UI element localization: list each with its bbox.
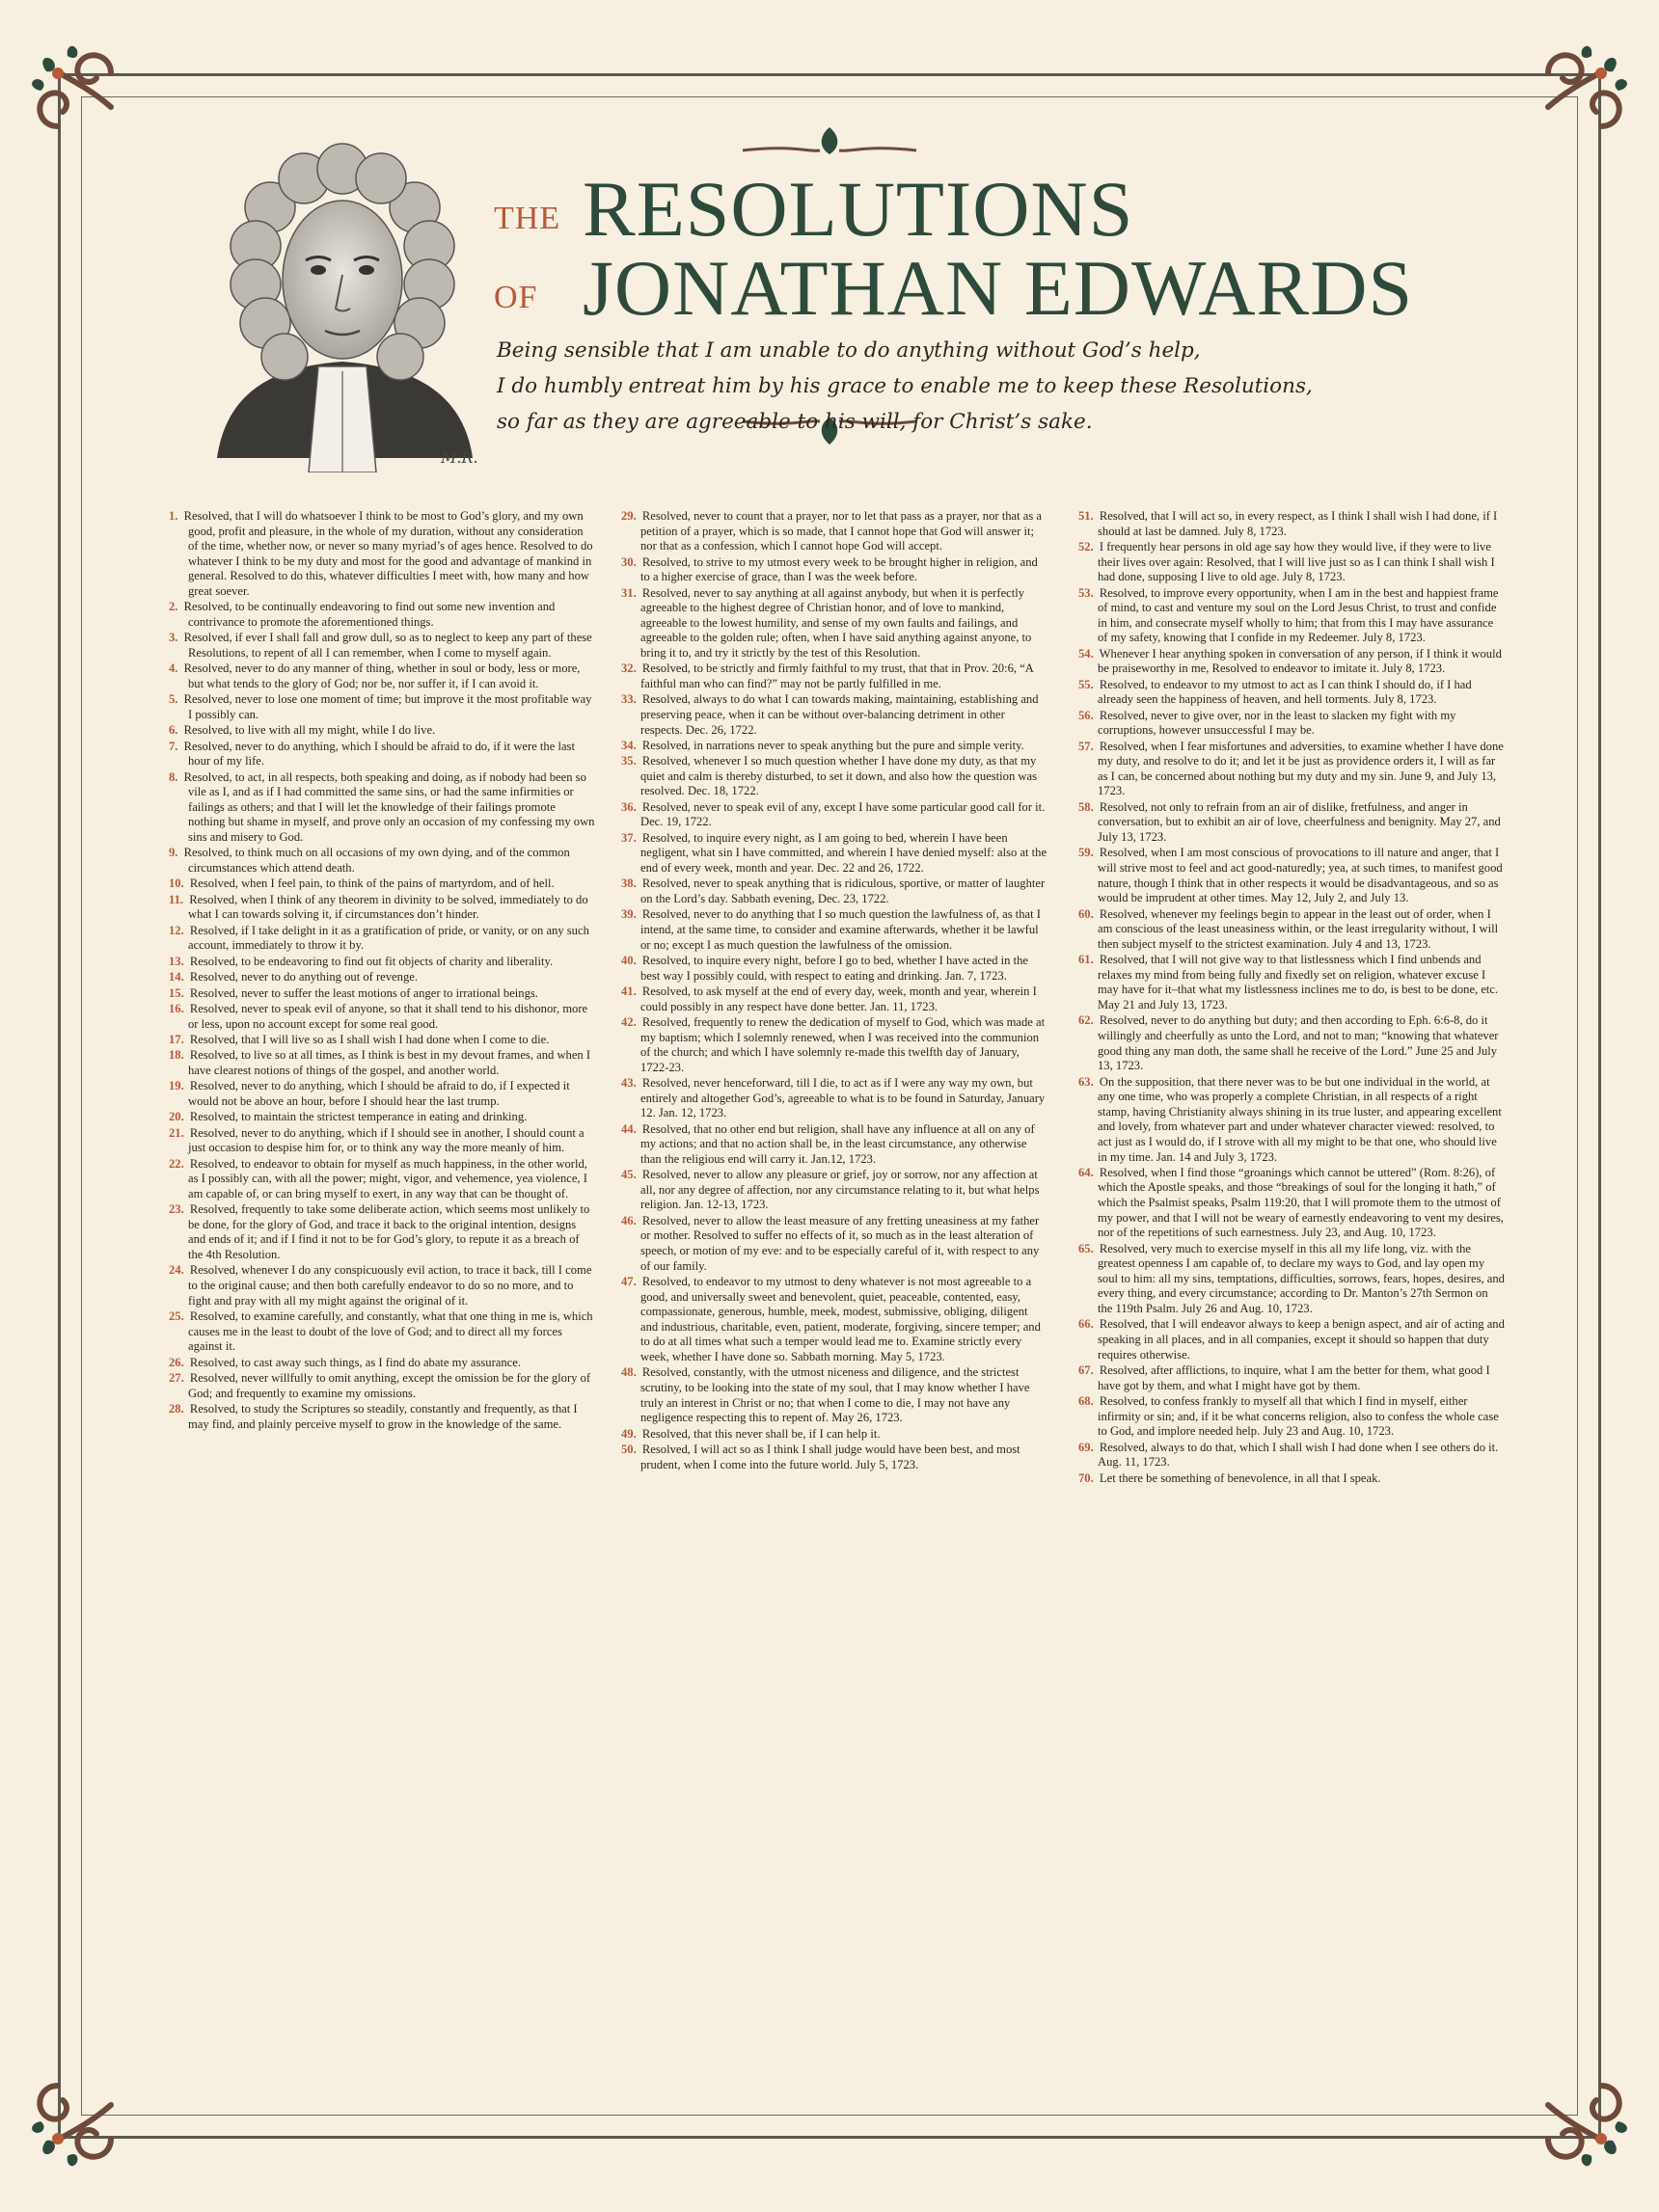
resolution-number: 63.: [1078, 1074, 1094, 1089]
resolution-text: Resolved, to strive to my utmost every week to be brought higher in religion, and to a higher exercise of grace, than I was the week before.: [640, 554, 1038, 584]
resolution-number: 37.: [621, 830, 637, 845]
resolution-item: [169, 1402, 595, 1432]
resolution-text: Resolved, never henceforward, till I die, to act as if I were any way my own, but entirely and altogether God’s, agreeable to what is to be found in Saturday, January 12. Jan. 12, 1723.: [640, 1076, 1046, 1120]
resolution-number: 55.: [1078, 677, 1094, 691]
resolution-item: [621, 1122, 1047, 1168]
resolution-item: [1078, 800, 1505, 846]
resolution-number: 8.: [169, 769, 178, 784]
resolution-item: [1078, 1441, 1505, 1470]
resolution-text: Resolved, frequently to renew the dedication of myself to God, which was made at my baptism; which I solemnly renewed, when I was received into the communion of the church; and which I have solemnly re-made this twelfth day of January, 1722-23.: [640, 1014, 1046, 1074]
resolution-number: 42.: [621, 1014, 637, 1029]
title-resolutions: RESOLUTIONS: [583, 165, 1134, 253]
resolution-text: Resolved, that I will do whatsoever I think to be most to God’s glory, and my own good, profit and pleasure, in the whole of my duration, without any consideration of the time, whether now, or never so many myriad’s of ages hence. Resolved to do whatever I think to be my duty and most for the good and advantage of mankind in general. Resolved to do this, whatever difficulties I meet with, how many and how great soever.: [183, 509, 593, 598]
resolution-number: 39.: [621, 907, 637, 922]
resolution-item: [1078, 953, 1505, 1012]
resolution-item: [169, 723, 595, 739]
resolution-item: [621, 754, 1047, 799]
resolution-text: Resolved, that I will act so, in every respect, as I think I shall wish I had done, if I should at last be damned. July 8, 1723.: [1098, 509, 1498, 538]
corner-flourish-icon: [19, 2052, 145, 2177]
resolution-text: Resolved, when I find those “groanings which cannot be uttered” (Rom. 8:26), of which the Apostle speaks, and those “breakings of soul for the longing it hath,” of which the Psalmist speaks, Psalm 119:20, that I will promote them to the utmost of my power, and that I will not be weary of earnestly endeavoring to vent my desires, nor of the repetitions of such earnestness. July 23, and Aug. 10, 1723.: [1098, 1165, 1504, 1240]
resolution-item: [1078, 1242, 1505, 1317]
resolution-number: 1.: [169, 509, 178, 523]
subtitle-line: I do humbly entreat him by his grace to enable me to keep these Resolutions,: [497, 374, 1313, 398]
resolution-text: Resolved, never to do anything but duty; and then according to Eph. 6:6-8, do it willingly and cheerfully as unto the Lord, and not to man; “knowing that whatever good thing any man doth, the same shall he receive of the Lord.” June 25 and July 13, 1723.: [1098, 1013, 1499, 1073]
resolution-number: 13.: [169, 954, 184, 968]
resolution-text: Let there be something of benevolence, in all that I speak.: [1099, 1470, 1381, 1485]
resolution-text: Resolved, when I think of any theorem in divinity to be solved, immediately to do what I can towards solving it, if circumstances don’t hinder.: [188, 892, 588, 922]
resolution-text: Resolved, if I take delight in it as a gratification of pride, or vanity, or on any such account, immediately to throw it by.: [188, 923, 589, 953]
resolution-item: [1078, 1075, 1505, 1166]
resolution-item: [1078, 1317, 1505, 1362]
resolution-text: Resolved, never to do anything, which if I should see in another, I should count a just occasion to despise him for, or to think any way the more meanly of him.: [188, 1125, 585, 1155]
resolution-number: 34.: [621, 738, 637, 752]
resolution-item: [1078, 709, 1505, 739]
leaf-ornament-icon: [733, 123, 926, 162]
resolution-item: [621, 907, 1047, 953]
resolution-number: 44.: [621, 1121, 637, 1136]
resolution-text: Resolved, when I fear misfortunes and adversities, to examine whether I have done my duty, and resolve to do it; and let it be just as providence orders it, I will as far as I can, be concerned about nothing but my duty and my sin. June 9, and July 13, 1723.: [1098, 739, 1504, 798]
page-title: [494, 165, 1536, 332]
resolution-item: [1078, 586, 1505, 646]
resolution-item: [621, 661, 1047, 691]
resolution-item: [621, 1214, 1047, 1274]
resolution-number: 27.: [169, 1370, 184, 1385]
resolution-item: [169, 1002, 595, 1032]
resolution-item: [621, 1365, 1047, 1425]
resolution-item: [169, 1048, 595, 1078]
resolution-text: Resolved, to endeavor to obtain for myself as much happiness, in the other world, as I possibly can, with all the power; might, vigor, and vehemence, yea violence, I am capable of, or can bring myself to exert, in any way that can be thought of.: [188, 1156, 587, 1200]
resolution-text: Resolved, to endeavor to my utmost to deny whatever is not most agreeable to a good, and universally sweet and benevolent, quiet, peaceable, contented, easy, compassionate, generous, humble, meek, modest, submissive, obliging, diligent and industrious, charitable, even, patient, moderate, forgiving, sincere temper; and to do at all times what such a temper would lead me to. Examine strictly every week, whether I have done so. Sabbath morning. May 5, 1723.: [640, 1275, 1041, 1363]
corner-flourish-icon: [1514, 2052, 1640, 2177]
resolution-text: Resolved, to improve every opportunity, when I am in the best and happiest frame of mind, to cast and venture my soul on the Lord Jesus Christ, to trust and confide in him, and consecrate myself wholly to him; that from this I may have assurance of my safety, knowing that I confide in my Redeemer. July 8, 1723.: [1098, 585, 1499, 645]
resolution-text: Resolved, never to do anything that I so much question the lawfulness of, as that I intend, at the same time, to consider and examine afterwards, whether it be lawful or no; except I as much question the lawfulness of the omission.: [640, 907, 1041, 952]
resolutions-column-1: [169, 509, 595, 1433]
resolution-text: Resolved, never to say anything at all against anybody, but when it is perfectly agreeable to the highest degree of Christian honor, and of love to mankind, agreeable to the lowest humility, and sense of my own faults and failings, and agreeable to the golden rule; often, when I have said anything against anyone, to bring it to, and try it strictly by the test of this Resolution.: [640, 585, 1032, 660]
resolution-number: 29.: [621, 509, 637, 523]
subtitle-line: so far as they are agreeable to his will, for Christ’s sake.: [497, 410, 1093, 434]
resolution-text: Resolved, never to do anything out of revenge.: [189, 970, 418, 985]
resolution-item: [169, 1126, 595, 1156]
resolution-text: Resolved, never to speak evil of anyone, so that it shall tend to his dishonor, more or less, upon no account except for some real good.: [188, 1001, 588, 1031]
resolution-number: 5.: [169, 692, 178, 707]
resolution-text: Resolved, never to allow the least measure of any fretting uneasiness at my father or mother. Resolved to suffer no effects of it, so much as in the least alteration of speech, or motion of my eve: and to be especially careful of it, with respect to any of our family.: [640, 1213, 1040, 1273]
resolution-item: [1078, 907, 1505, 953]
resolution-text: Resolved, whenever my feelings begin to appear in the least out of order, when I am conscious of the least uneasiness within, or the least irregularity without, I will then subject myself to the strictest examination. July 4 and 13, 1723.: [1098, 906, 1499, 951]
resolution-text: Resolved, to examine carefully, and constantly, what that one thing in me is, which causes me in the least to doubt of the love of God; and to direct all my forces against it.: [188, 1309, 593, 1354]
resolution-item: [1078, 678, 1505, 708]
resolution-number: 50.: [621, 1442, 637, 1456]
resolution-item: [621, 1076, 1047, 1121]
resolution-item: [621, 1015, 1047, 1075]
resolution-text: Resolved, to act, in all respects, both speaking and doing, as if nobody had been so vile as I, and as if I had committed the same sins, or had the same infirmities or failings as others; and that I will let the knowledge of their failings promote nothing but shame in myself, and prove only an occasion of my confessing my own sins and misery to God.: [183, 769, 595, 845]
resolution-number: 12.: [169, 923, 184, 937]
resolution-item: [169, 1033, 595, 1048]
resolution-item: [1078, 1471, 1505, 1487]
resolution-item: [1078, 509, 1505, 539]
resolution-item: [169, 924, 595, 954]
portrait-engraving: [198, 140, 487, 472]
resolution-text: Resolved, never to speak evil of any, except I have some particular good call for it. Dec. 19, 1722.: [640, 799, 1046, 829]
resolution-text: Resolved, that I will live so as I shall wish I had done when I come to die.: [189, 1032, 550, 1046]
resolution-item: [621, 954, 1047, 984]
resolution-text: Resolved, to live with all my might, while I do live.: [183, 723, 436, 738]
resolution-item: [1078, 540, 1505, 585]
resolution-text: Resolved, constantly, with the utmost niceness and diligence, and the strictest scrutiny, to be looking into the state of my soul, that I may know whether I have truly an interest in Christ or no; that when I come to die, I may not have any negligence respecting this to repent of. May 26, 1723.: [640, 1365, 1030, 1425]
resolution-item: [1078, 1013, 1505, 1073]
resolution-item: [169, 740, 595, 769]
resolution-number: 66.: [1078, 1317, 1094, 1332]
resolution-number: 52.: [1078, 539, 1094, 553]
resolution-item: [1078, 740, 1505, 799]
resolution-item: [169, 631, 595, 661]
resolution-number: 53.: [1078, 585, 1094, 600]
resolution-text: Resolved, in narrations never to speak anything but the pure and simple verity.: [641, 738, 1024, 752]
resolution-number: 26.: [169, 1355, 184, 1369]
resolution-text: Resolved, that no other end but religion, shall have any influence at all on any of my actions; and that no action shall be, in the least circumstance, any otherwise than the religious end will carry it. Jan.12, 1723.: [640, 1121, 1035, 1166]
resolution-text: Resolved, to be endeavoring to find out fit objects of charity and liberality.: [189, 954, 554, 968]
resolution-text: Resolved, never to allow any pleasure or grief, joy or sorrow, nor any affection at all, nor any degree of affection, nor any circumstance relating to it, but what helps religion. Jan. 12-13, 1723.: [640, 1168, 1040, 1212]
resolution-item: [621, 1427, 1047, 1443]
resolution-text: Resolved, never to lose one moment of time; but improve it the most profitable way I possibly can.: [183, 692, 592, 721]
subtitle-prayer: [497, 333, 1538, 440]
resolution-number: 60.: [1078, 906, 1094, 921]
resolution-text: Resolved, never to suffer the least motions of anger to irrational beings.: [189, 985, 538, 1000]
resolution-number: 11.: [169, 892, 184, 906]
resolution-item: [621, 1275, 1047, 1365]
resolution-number: 14.: [169, 970, 184, 985]
resolution-number: 10.: [169, 877, 184, 891]
resolution-text: Resolved, never to do any manner of thing, whether in soul or body, less or more, but what tends to the glory of God; nor be, nor suffer it, if I can avoid it.: [183, 661, 581, 690]
resolution-number: 64.: [1078, 1165, 1094, 1179]
resolution-number: 47.: [621, 1275, 637, 1289]
resolution-number: 54.: [1078, 646, 1094, 661]
title-the: THE: [494, 201, 561, 236]
resolution-text: Resolved, never to do anything, which I should be afraid to do, if I expected it would not be above an hour, before I should hear the last trump.: [188, 1079, 570, 1108]
resolution-item: [169, 1157, 595, 1202]
resolution-text: Resolved, never to speak anything that is ridiculous, sportive, or matter of laughter on the Lord’s day. Sabbath evening, Dec. 23, 1722.: [640, 877, 1046, 906]
resolution-text: Resolved, never to do anything, which I should be afraid to do, if it were the last hour of my life.: [183, 739, 575, 769]
resolution-item: [169, 1110, 595, 1125]
resolution-text: Resolved, to confess frankly to myself all that which I find in myself, either infirmity or sin; and, if it be what concerns religion, also to confess the whole case to God, and implore needed help. July 23 and Aug. 10, 1723.: [1098, 1393, 1499, 1439]
resolution-item: [621, 831, 1047, 877]
resolution-number: 28.: [169, 1401, 184, 1416]
resolution-number: 22.: [169, 1156, 184, 1171]
resolution-number: 59.: [1078, 846, 1094, 860]
resolution-item: [169, 1263, 595, 1308]
resolution-number: 69.: [1078, 1440, 1094, 1454]
resolution-text: Resolved, to ask myself at the end of every day, week, month and year, wherein I could possibly in any respect have done better. Jan. 11, 1723.: [640, 984, 1037, 1013]
resolution-text: Whenever I hear anything spoken in conversation of any person, if I think it would be praiseworthy in me, Resolved to endeavor to imitate it. July 8, 1723.: [1098, 646, 1502, 676]
resolution-text: Resolved, never to count that a prayer, nor to let that pass as a prayer, nor that as a petition of a prayer, which is so made, that I cannot hope that God will answer it; nor that as a confession, which I cannot hope God will accept.: [640, 509, 1042, 553]
resolution-number: 18.: [169, 1048, 184, 1063]
resolution-number: 48.: [621, 1365, 637, 1380]
resolution-number: 62.: [1078, 1013, 1094, 1028]
resolution-text: Resolved, to think much on all occasions of my own dying, and of the common circumstances which attend death.: [183, 846, 570, 876]
portrait-signature: M.R.: [441, 448, 478, 467]
resolution-item: [169, 661, 595, 691]
resolution-item: [621, 692, 1047, 738]
resolution-item: [169, 600, 595, 630]
resolution-number: 17.: [169, 1032, 184, 1046]
resolution-text: Resolved, to inquire every night, before I go to bed, whether I have acted in the best way I possibly could, with respect to eating and drinking. Jan. 7, 1723.: [640, 953, 1028, 983]
resolution-number: 61.: [1078, 953, 1094, 967]
resolution-item: [169, 955, 595, 970]
resolution-number: 16.: [169, 1001, 184, 1015]
subtitle-line: Being sensible that I am unable to do anything without God’s help,: [497, 338, 1201, 363]
resolution-text: Resolved, always to do what I can towards making, maintaining, establishing and preserving peace, when it can be without over-balancing detriment in other respects. Dec. 26, 1722.: [640, 692, 1039, 737]
resolution-text: Resolved, never willfully to omit anything, except the omission be for the glory of God; and frequently to examine my omissions.: [188, 1370, 591, 1400]
resolution-text: Resolved, to be strictly and firmly faithful to my trust, that that in Prov. 20:6, “A faithful man who can find?” may not be partly fulfilled in me.: [640, 661, 1034, 690]
resolution-number: 38.: [621, 877, 637, 891]
resolution-number: 30.: [621, 554, 637, 569]
resolution-number: 68.: [1078, 1393, 1094, 1408]
resolution-number: 57.: [1078, 739, 1094, 753]
resolution-item: [169, 846, 595, 876]
resolution-item: [1078, 846, 1505, 905]
resolution-number: 9.: [169, 846, 178, 860]
resolution-number: 20.: [169, 1110, 184, 1124]
resolution-item: [621, 586, 1047, 661]
resolution-number: 45.: [621, 1168, 637, 1182]
resolution-text: Resolved, that I will endeavor always to keep a benign aspect, and air of acting and speaking in all places, and in all companies, except it should so happen that duty requires otherwise.: [1098, 1317, 1505, 1362]
resolution-number: 25.: [169, 1309, 184, 1323]
resolution-number: 3.: [169, 631, 178, 645]
resolution-item: [621, 985, 1047, 1014]
resolution-item: [621, 555, 1047, 585]
resolution-text: Resolved, to live so at all times, as I think is best in my devout frames, and when I have clearest notions of things of the gospel, and another world.: [188, 1048, 591, 1077]
resolution-item: [169, 970, 595, 985]
resolution-number: 58.: [1078, 799, 1094, 814]
resolution-item: [169, 1079, 595, 1109]
title-jonathan-edwards: JONATHAN EDWARDS: [583, 244, 1414, 332]
resolution-text: I frequently hear persons in old age say how they would live, if they were to live their lives over again: Resolved, that I will live just so as I can think I shall wish I had done, supposing I live to old age. July 8, 1723.: [1098, 539, 1495, 584]
resolution-number: 65.: [1078, 1241, 1094, 1255]
resolutions-column-3: [1078, 509, 1505, 1487]
resolution-item: [621, 800, 1047, 830]
resolution-item: [621, 1443, 1047, 1472]
resolution-item: [1078, 647, 1505, 677]
resolution-text: Resolved, always to do that, which I shall wish I had done when I see others do it. Aug. 11, 1723.: [1098, 1440, 1499, 1470]
resolution-item: [621, 739, 1047, 754]
resolution-item: [169, 770, 595, 846]
resolution-text: Resolved, if ever I shall fall and grow dull, so as to neglect to keep any part of these Resolutions, to repent of all I can remember, when I come to myself again.: [183, 631, 592, 660]
resolution-text: Resolved, to endeavor to my utmost to act as I can think I should do, if I had already seen the happiness of heaven, and hell torments. July 8, 1723.: [1098, 677, 1472, 707]
resolution-number: 46.: [621, 1213, 637, 1227]
resolution-item: [169, 877, 595, 892]
resolution-text: Resolved, not only to refrain from an air of dislike, fretfulness, and anger in conversation, but to exhibit an air of love, cheerfulness and benignity. May 27, and July 13, 1723.: [1098, 799, 1501, 845]
resolution-text: Resolved, after afflictions, to inquire, what I am the better for them, what good I have got by them, and what I might have got by them.: [1098, 1363, 1490, 1392]
resolution-number: 21.: [169, 1125, 184, 1140]
resolution-number: 36.: [621, 799, 637, 814]
resolution-number: 35.: [621, 754, 637, 769]
resolution-number: 41.: [621, 984, 637, 998]
resolution-text: Resolved, whenever I do any conspicuously evil action, to trace it back, till I come to the original cause; and then both carefully endeavor to do so no more, and to fight and pray with all my might against the original of it.: [188, 1263, 592, 1308]
resolution-item: [169, 509, 595, 600]
title-of: OF: [494, 280, 538, 315]
resolution-item: [169, 893, 595, 923]
resolution-number: 15.: [169, 985, 184, 1000]
resolution-text: Resolved, when I feel pain, to think of the pains of martyrdom, and of hell.: [189, 877, 555, 891]
resolution-item: [621, 1168, 1047, 1213]
resolution-item: [169, 1371, 595, 1401]
resolution-number: 56.: [1078, 708, 1094, 722]
resolution-number: 2.: [169, 600, 178, 614]
resolution-item: [169, 986, 595, 1002]
resolution-item: [169, 1356, 595, 1371]
resolution-number: 19.: [169, 1079, 184, 1093]
resolution-text: Resolved, very much to exercise myself in this all my life long, viz. with the greatest openness I am capable of, to declare my ways to God, and lay open my soul to him: all my sins, temptations, difficulties, sorrows, fears, hopes, desires, and every thing, and every circumstance; according to Dr. Manton’s 27th Sermon on the 119th Psalm. July 26 and Aug. 10, 1723.: [1098, 1241, 1505, 1316]
resolution-text: Resolved, to inquire every night, as I am going to bed, wherein I have been negligent, what sin I have committed, and wherein I have denied myself: also at the end of every week, month and year. Dec. 22 and 26, 1722.: [640, 830, 1047, 876]
resolution-text: Resolved, frequently to take some deliberate action, which seems most unlikely to be done, for the glory of God, and trace it back to the original intention, designs and ends of it; and if I find it not to be for God’s glory, to repute it as a breach of the 4th Resolution.: [188, 1202, 590, 1262]
resolution-number: 33.: [621, 692, 637, 707]
resolutions-column-2: [621, 509, 1047, 1473]
corner-flourish-icon: [19, 35, 145, 160]
resolution-text: On the supposition, that there never was to be but one individual in the world, at any one time, who was properly a complete Christian, in all respects of a right stamp, having Christianity always shining in its true luster, and appearing excellent and lovely, from whatever part and under whatever character viewed: resolved, to act just as I would do, if I strove with all my might to be that one, who should live in my time. Jan. 14 and July 3, 1723.: [1098, 1074, 1502, 1164]
resolution-item: [621, 877, 1047, 906]
resolution-text: Resolved, that this never shall be, if I can help it.: [641, 1426, 881, 1441]
resolution-item: [169, 1202, 595, 1262]
resolution-text: Resolved, whenever I so much question whether I have done my duty, as that my quiet and calm is thereby disturbed, to set it down, and also how the question was resolved. Dec. 18, 1722.: [640, 754, 1037, 798]
resolution-text: Resolved, to study the Scriptures so steadily, constantly and frequently, as that I may find, and plainly perceive myself to grow in the knowledge of the same.: [188, 1401, 578, 1431]
resolution-number: 6.: [169, 723, 178, 738]
resolution-item: [1078, 1363, 1505, 1393]
resolution-number: 24.: [169, 1263, 184, 1278]
resolution-text: Resolved, I will act so as I think I shall judge would have been best, and most prudent, when I come into the future world. July 5, 1723.: [640, 1442, 1020, 1471]
resolution-number: 49.: [621, 1426, 637, 1441]
resolution-item: [621, 509, 1047, 554]
resolution-text: Resolved, never to give over, nor in the least to slacken my fight with my corruptions, however unsuccessful I may be.: [1098, 708, 1456, 738]
resolution-item: [169, 692, 595, 722]
resolution-number: 31.: [621, 585, 637, 600]
resolution-item: [169, 1309, 595, 1355]
resolution-number: 7.: [169, 739, 178, 753]
resolution-item: [1078, 1394, 1505, 1440]
resolution-text: Resolved, to be continually endeavoring to find out some new invention and contrivance to promote the aforementioned things.: [183, 600, 556, 629]
resolution-number: 4.: [169, 661, 178, 676]
resolution-text: Resolved, that I will not give way to that listlessness which I find unbends and relaxes my mind from being fully and fixedly set on religion, whatever excuse I may have for it–that what my listlessness inclines me to do, is best to be done, etc. May 21 and July 13, 1723.: [1098, 953, 1499, 1012]
resolution-text: Resolved, to maintain the strictest temperance in eating and drinking.: [189, 1110, 528, 1124]
resolution-number: 67.: [1078, 1363, 1094, 1377]
resolution-text: Resolved, to cast away such things, as I find do abate my assurance.: [189, 1355, 521, 1369]
resolution-text: Resolved, when I am most conscious of provocations to ill nature and anger, that I will strive most to feel and act good-naturedly; yea, at such times, to manifest good nature, though I think that in other respects it would be disadvantageous, and so as would be imprudent at other times. May 12, July 2, and July 13.: [1098, 846, 1503, 905]
resolution-number: 32.: [621, 661, 637, 676]
corner-flourish-icon: [1514, 35, 1640, 160]
resolution-number: 40.: [621, 953, 637, 967]
resolution-number: 43.: [621, 1076, 637, 1091]
resolution-number: 51.: [1078, 509, 1094, 523]
resolution-number: 70.: [1078, 1470, 1094, 1485]
resolution-number: 23.: [169, 1202, 184, 1217]
resolution-item: [1078, 1166, 1505, 1241]
